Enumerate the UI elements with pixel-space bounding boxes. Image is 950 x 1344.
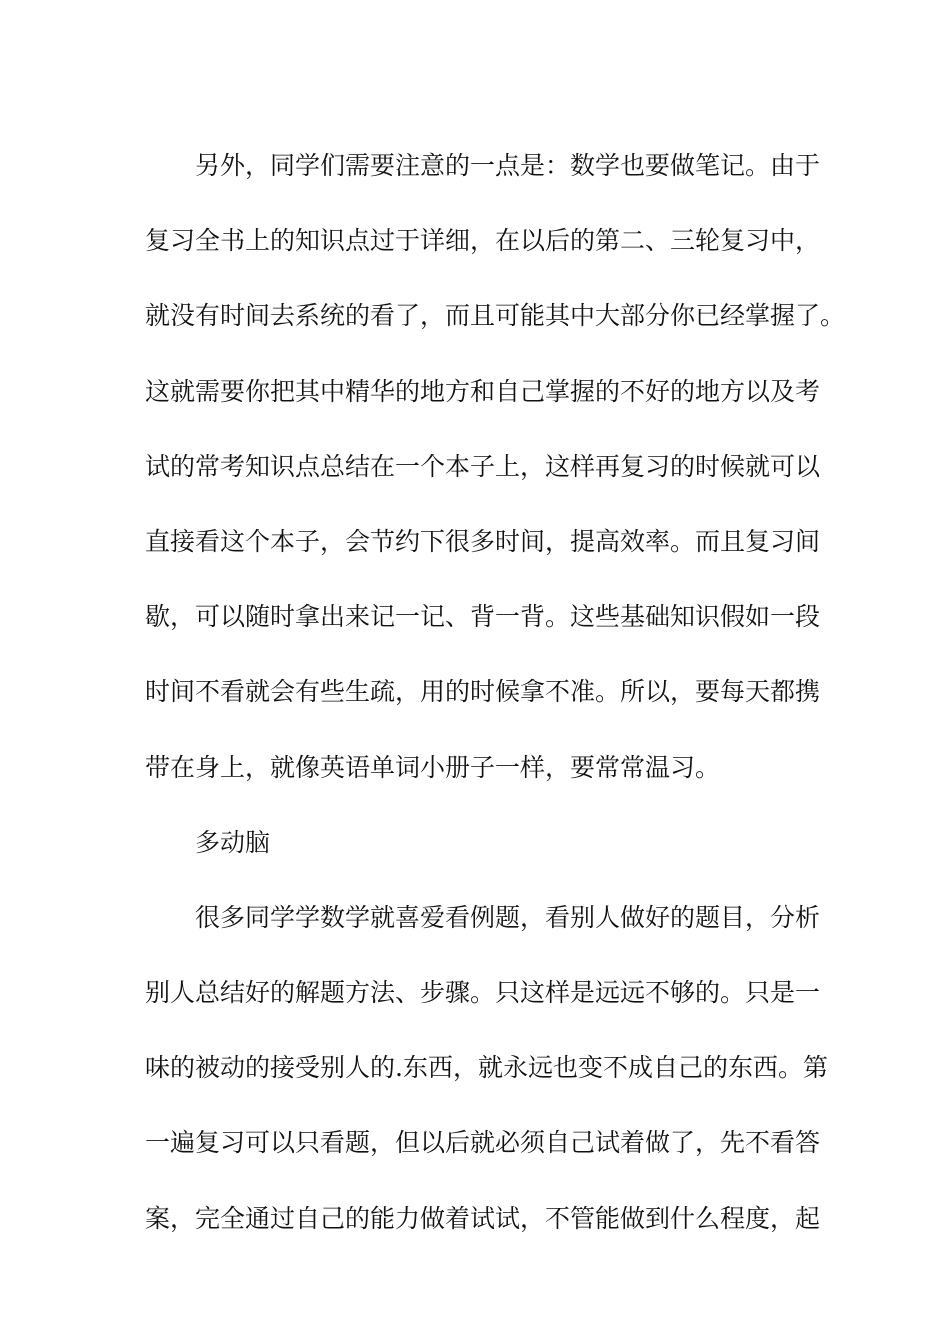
paragraph-line: 歇，可以随时拿出来记一记、背一背。这些基础知识假如一段 bbox=[145, 602, 821, 632]
paragraph-line: 时间不看就会有些生疏，用的时候拿不准。所以，要每天都携 bbox=[145, 677, 821, 707]
paragraph-line: 试的常考知识点总结在一个本子上，这样再复习的时候就可以 bbox=[145, 451, 821, 481]
paragraph-line: 直接看这个本子，会节约下很多时间，提高效率。而且复习间 bbox=[145, 526, 821, 556]
body-text bbox=[145, 128, 846, 1256]
paragraph-line: 带在身上，就像英语单词小册子一样，要常常温习。 bbox=[145, 752, 721, 782]
paragraph-line: 这就需要你把其中精华的地方和自己掌握的不好的地方以及考 bbox=[145, 376, 821, 406]
section-heading: 多动脑 bbox=[195, 827, 271, 857]
paragraph-line: 别人总结好的解题方法、步骤。只这样是远远不够的。只是一 bbox=[145, 978, 821, 1008]
paragraph-line: 很多同学学数学就喜爱看例题，看别人做好的题目，分析 bbox=[195, 902, 821, 932]
paragraph-line: 另外，同学们需要注意的一点是：数学也要做笔记。由于 bbox=[195, 151, 821, 180]
paragraph-line: 案，完全通过自己的能力做着试试，不管能做到什么程度，起 bbox=[145, 1203, 821, 1233]
paragraph-line: 味的被动的接受别人的.东西，就永远也变不成自己的东西。第 bbox=[145, 1053, 828, 1083]
paragraph-line: 复习全书上的知识点过于详细，在以后的第二、三轮复习中， bbox=[145, 226, 821, 256]
paragraph-line: 就没有时间去系统的看了，而且可能其中大部分你已经掌握了。 bbox=[145, 301, 846, 331]
paragraph-line: 一遍复习可以只看题，但以后就必须自己试着做了，先不看答 bbox=[145, 1128, 821, 1158]
